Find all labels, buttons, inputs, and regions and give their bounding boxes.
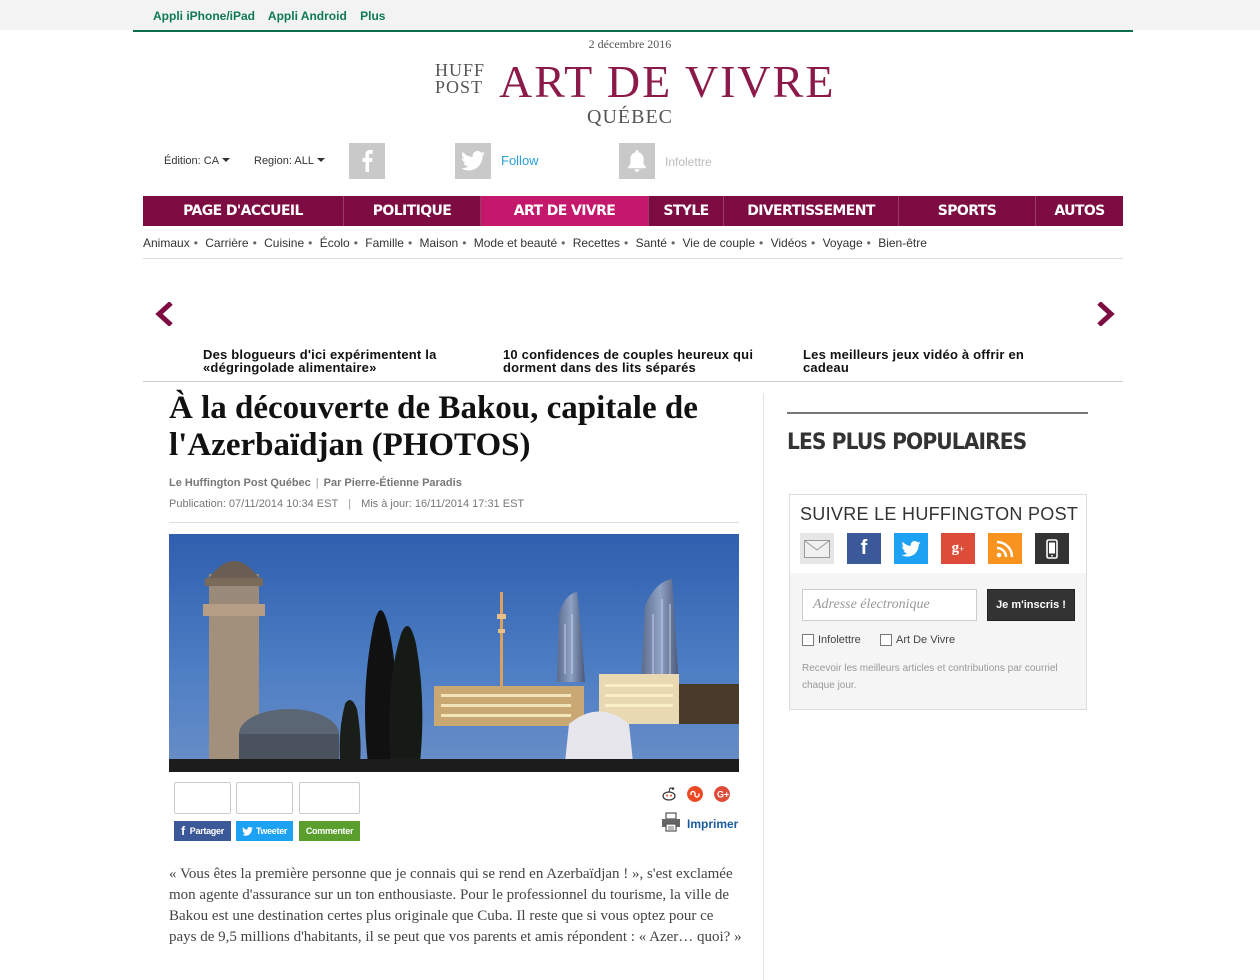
section-brand[interactable]: ART DE VIVRE [499,56,836,107]
reddit-icon[interactable] [661,786,677,802]
edition-value: CA [203,155,220,167]
facebook-share-count [174,782,231,814]
nav-item-art-de-vivre[interactable]: ART DE VIVRE [481,196,649,226]
most-popular-title: LES PLUS POPULAIRES [787,430,1027,455]
column-divider [763,393,764,980]
mobile-icon[interactable] [1035,533,1069,564]
app-link-iphone[interactable]: Appli iPhone/iPad [153,9,256,23]
twitter-icon [242,827,253,836]
newsletter-note: Recevoir les meilleurs articles et contributions par courriel chaque jour. [802,663,1058,691]
email-input[interactable]: Adresse électronique [802,589,977,621]
huffpost-logo[interactable] [435,62,485,96]
subscribe-button[interactable]: Je m'inscris ! [987,589,1075,621]
nav-item-autos[interactable]: AUTOS [1054,203,1105,219]
top-bar [0,0,1260,30]
top-divider [133,30,1133,32]
checkbox-icon [880,634,892,646]
region-selector[interactable] [254,155,325,167]
subnav-famille[interactable]: Famille [365,236,404,250]
bell-icon[interactable] [619,143,655,179]
subnav-vie-de-couple[interactable]: Vie de couple [682,236,756,250]
huffpost-logo-line1: HUFF [435,60,486,80]
article-headline: À la découverte de Bakou, capitale de l'Azerbaïdjan (PHOTOS) [169,390,698,463]
printer-icon[interactable] [661,812,681,832]
follow-widget-header [790,495,1086,573]
chevron-left-icon[interactable] [153,302,177,326]
chevron-right-icon[interactable] [1093,302,1117,326]
facebook-share-button[interactable] [174,821,231,841]
masthead-date: 2 décembre 2016 [588,37,672,51]
subnav-videos[interactable]: Vidéos [770,236,808,250]
art-de-vivre-checkbox[interactable] [880,634,955,646]
updated-date: Mis à jour: 16/11/2014 17:31 EST [361,498,525,510]
tweet-button[interactable] [236,821,293,841]
tweet-label: Tweeter [255,826,288,836]
more-link[interactable]: Plus [360,9,386,23]
subnav-cuisine[interactable]: Cuisine [264,236,305,250]
twitter-share-count [236,782,293,814]
nav-item-politique[interactable]: POLITIQUE [344,196,481,226]
art-de-vivre-checkbox-label: Art De Vivre [896,634,956,646]
app-link-android[interactable]: Appli Android [267,9,347,23]
subnav-voyage[interactable]: Voyage [822,236,863,250]
comment-count [299,782,360,814]
comment-button[interactable]: Commenter [299,821,360,841]
svg-text:G+: G+ [717,789,730,800]
nav-item-style[interactable]: STYLE [649,196,724,226]
main-nav [143,196,1123,226]
google-plus-icon[interactable] [714,786,730,802]
chevron-down-icon [317,158,325,162]
published-date: Publication: 07/11/2014 10:34 EST [169,498,339,510]
region-value: ALL [294,155,314,167]
twitter-icon[interactable] [894,533,928,564]
rss-icon[interactable] [988,533,1022,564]
byline: Le Huffington Post Québec | Par Pierre-Étienne Paradis [169,477,462,489]
email-icon[interactable] [800,533,834,564]
stumbleupon-icon[interactable] [687,786,703,802]
article-hero-photo[interactable] [169,534,739,772]
region-label: Region: [254,155,292,167]
facebook-share-label: Partager [189,826,224,836]
divider [169,522,739,523]
huffpost-logo-line2: POST [435,77,484,97]
subnav-sante[interactable]: Santé [635,236,667,250]
carousel-item[interactable]: 10 confidences de couples heureux qui dorment dans des lits séparés [503,347,754,375]
subnav-carriere[interactable]: Carrière [205,236,249,250]
follow-widget [789,494,1087,710]
facebook-icon: f [181,824,185,838]
edition-region-name: QUÉBEC [587,106,673,128]
newsletter-checkbox[interactable] [802,634,861,646]
app-links [153,9,395,23]
newsletter-checkbox-label: Infolettre [818,634,861,646]
checkbox-icon [802,634,814,646]
article-source[interactable]: Le Huffington Post Québec [169,477,311,489]
nav-item-sports[interactable]: SPORTS [899,196,1036,226]
subnav-mode-beaute[interactable]: Mode et beauté [473,236,558,250]
chevron-down-icon [222,158,230,162]
facebook-icon[interactable] [349,143,385,179]
edition-selector[interactable] [164,155,230,167]
print-link[interactable]: Imprimer [687,817,739,831]
divider [143,381,1123,382]
follow-title: SUIVRE LE HUFFINGTON POST [800,504,1079,524]
twitter-icon[interactable] [455,143,491,179]
divider [143,258,1123,259]
nav-item-divertissement[interactable]: DIVERTISSEMENT [724,196,899,226]
sub-nav: Animaux • Carrière • Cuisine • Écolo • Famille • Maison • Mode et beauté • Recettes • Santé • Vie de couple • Vidéos • Voyage • Bien-être [143,236,927,250]
subnav-recettes[interactable]: Recettes [572,236,621,250]
carousel-item[interactable]: Les meilleurs jeux vidéo à offrir en cadeau [803,347,1025,375]
google-plus-icon[interactable]: g + [941,533,975,564]
facebook-icon[interactable]: f [847,533,881,564]
subnav-bien-etre[interactable]: Bien-être [878,236,927,250]
article-body: « Vous êtes la première personne que je connais qui se rend en Azerbaïdjan ! », s'est exclamée mon agente d'assurance sur un ton enthousiaste. Pour le professionnel du tourisme, la ville de Bakou est une destination certes plus originale que Cuba. Il reste que si vous optez pour ce pays de 9,5 millions d'habitants, il se peut que vos parents et amis répondent : « Azer… quoi? » [169,866,742,945]
subnav-ecolo[interactable]: Écolo [319,236,350,250]
sidebar-divider [787,412,1088,414]
twitter-follow-link[interactable]: Follow [501,153,539,168]
edition-label: Édition: [164,155,201,167]
article-dates: Publication: 07/11/2014 10:34 EST | Mis à jour: 16/11/2014 17:31 EST [169,498,525,510]
article-author[interactable]: Par Pierre-Étienne Paradis [323,477,462,489]
newsletter-link[interactable]: Infolettre [665,155,712,169]
subnav-maison[interactable]: Maison [419,236,459,250]
carousel-item[interactable]: Des blogueurs d'ici expérimentent la «dégringolade alimentaire» [203,347,437,375]
subnav-animaux[interactable]: Animaux [143,236,190,250]
nav-item-accueil[interactable]: PAGE D'ACCUEIL [143,196,344,226]
